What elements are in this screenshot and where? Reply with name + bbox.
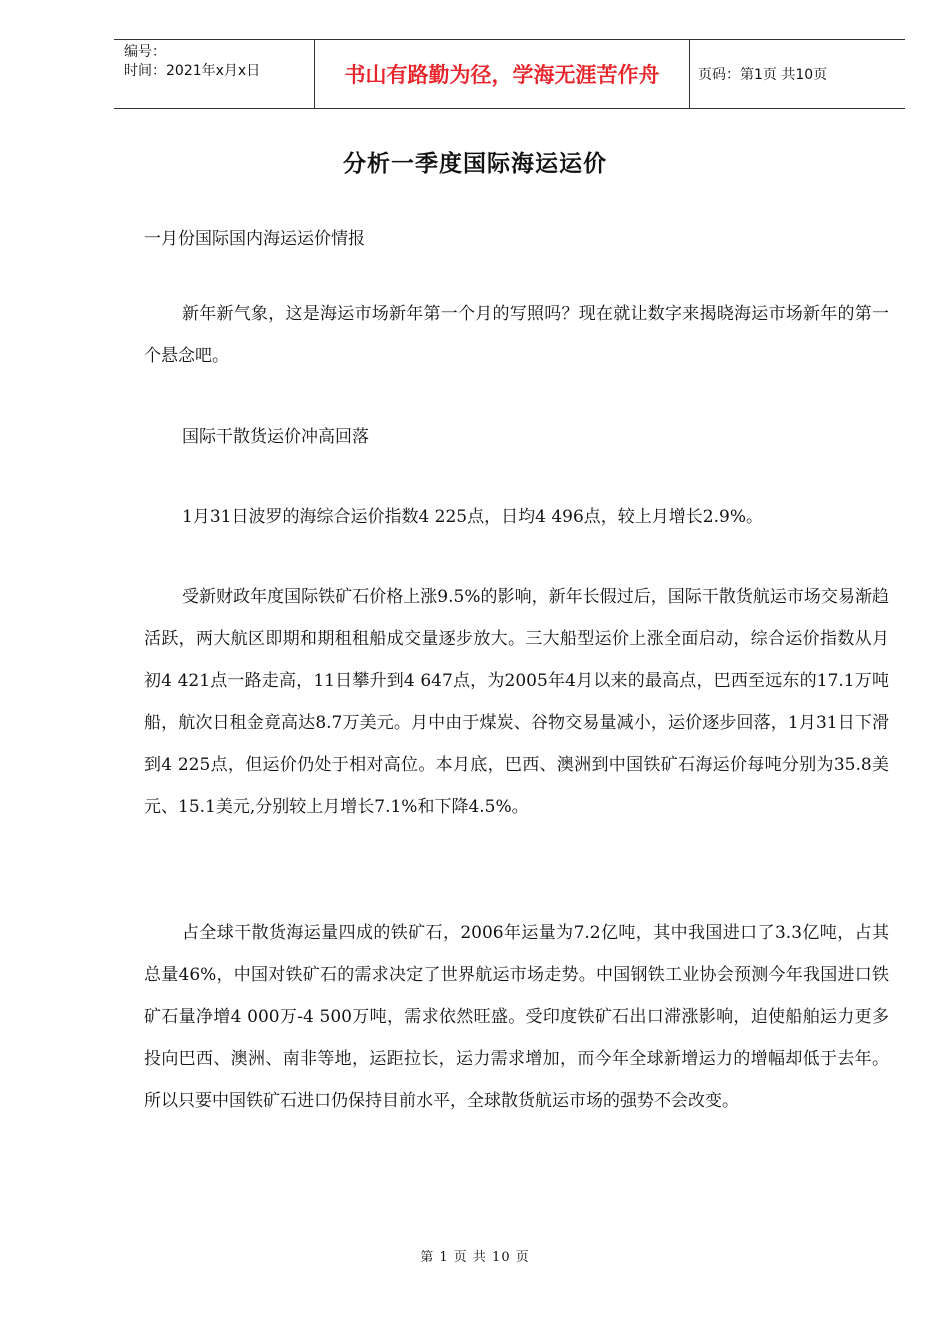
bdi-summary [144,496,889,538]
header-table [114,39,905,109]
document-title: 分析一季度国际海运运价 [343,151,607,177]
header-meta-cell [114,40,315,108]
section-heading-january [144,218,889,260]
paragraph: 占全球干散货海运量四成的铁矿石，2006年运量为7.2亿吨，其中我国进口了3.3亿吨，占其总量46%，中国对铁矿石的需求决定了世界航运市场走势。中国钢铁工业协会预测今年我国进口铁矿石量净增4 000万-4 500万吨，需求依然旺盛。受印度铁矿石出口滞涨影响，迫使船舶运力更多投向巴西、澳洲、南非等地，运距拉长，运力需求增加，而今年全球新增运力的增幅却低于去年。所以只要中国铁矿石进口仍保持目前水平，全球散货航运市场的强势不会改变。 [144,923,889,1111]
page-footer: 第 1 页 共 10 页 [420,1250,530,1265]
paragraph: 国际干散货运价冲高回落 [182,427,369,447]
motto-text: 书山有路勤为径，学海无涯苦作舟 [344,63,660,87]
paragraph: 新年新气象，这是海运市场新年第一个月的写照吗？现在就让数字来揭晓海运市场新年的第一个悬念吧。 [144,304,889,366]
iron-ore-analysis [144,912,889,1122]
header-motto-cell [315,40,690,108]
page-info: 页码：第1页 共10页 [698,67,828,83]
subheading-dry-bulk [144,416,889,458]
number-label: 编号： [124,44,166,60]
intro-block [144,293,889,377]
paragraph: 一月份国际国内海运运价情报 [144,229,365,249]
header-page-cell [690,40,905,108]
paragraph: 受新财政年度国际铁矿石价格上涨9.5%的影响，新年长假过后，国际干散货航运市场交易渐趋活跃，两大航区即期和期租租船成交量逐步放大。三大船型运价上涨全面启动，综合运价指数从月初4 421点一路走高，11日攀升到4 647点，为2005年4月以来的最高点，巴西至远东的17.1万吨船，航次日租金竟高达8.7万美元。月中由于煤炭、谷物交易量减小，运价逐步回落，1月31日下滑到4 225点，但运价仍处于相对高位。本月底，巴西、澳洲到中国铁矿石海运价每吨分别为35.8美元、15.1美元,分别较上月增长7.1%和下降4.5%。 [144,587,889,817]
market-analysis [144,576,889,828]
time-label: 时间：2021年x月x日 [124,63,261,79]
paragraph: 1月31日波罗的海综合运价指数4 225点，日均4 496点，较上月增长2.9%。 [182,507,763,527]
